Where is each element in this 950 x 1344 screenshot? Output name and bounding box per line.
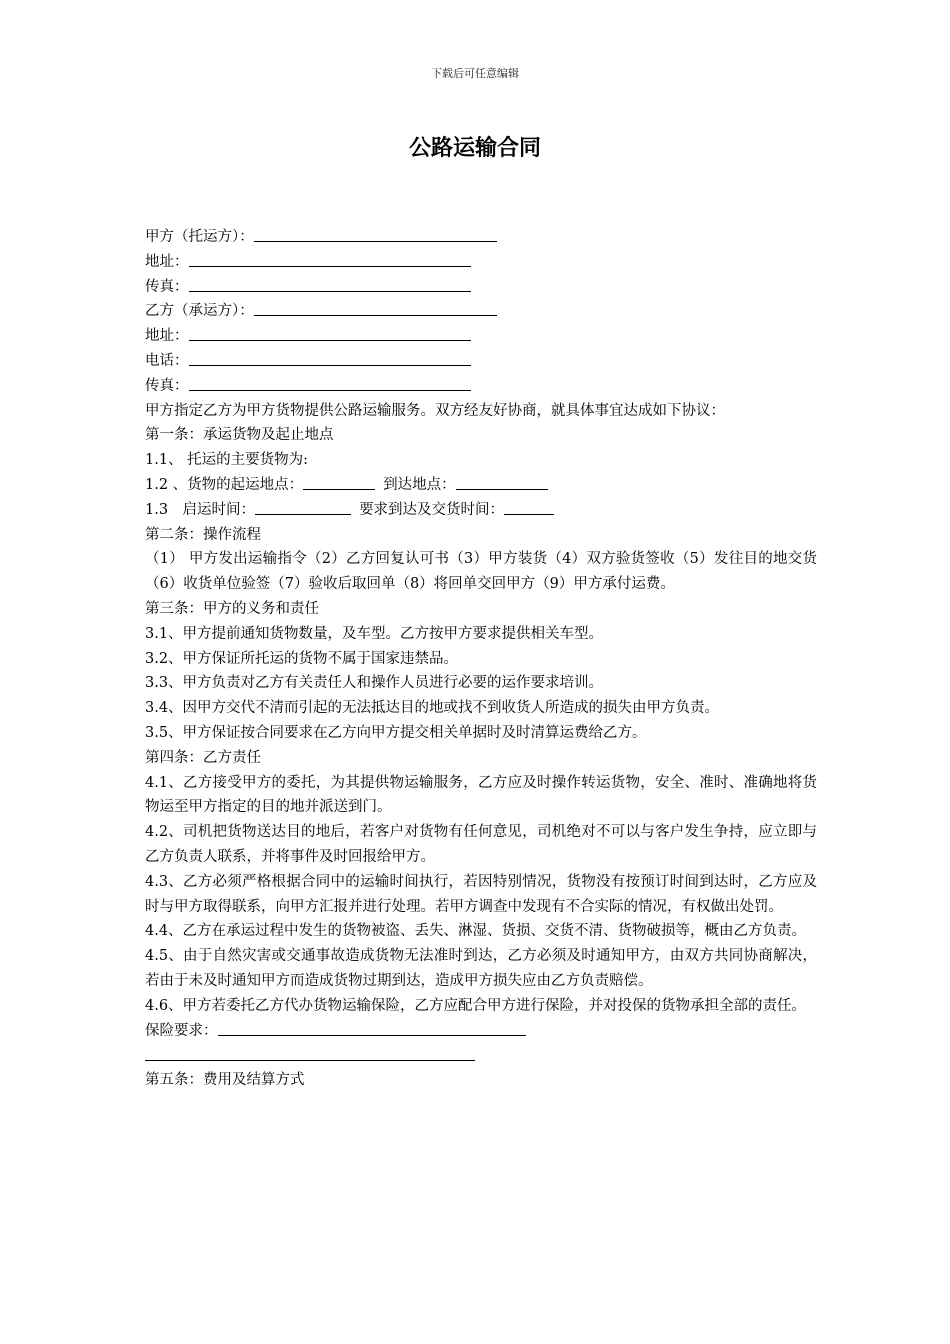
destination-blank[interactable]	[456, 474, 548, 490]
article2-text: （1） 甲方发出运输指令（2）乙方回复认可书（3）甲方装货（4）双方验货签收（5）发往目的地交货（6）收货单位验签（7）验收后取回单（8）将回单交回甲方（9）甲方承付运费。	[145, 551, 817, 593]
party-b-phone-label: 电话：	[145, 352, 189, 369]
party-a-address-label: 地址：	[145, 253, 189, 270]
party-b-fax-label: 传真：	[145, 377, 189, 394]
party-b-address-line	[145, 324, 817, 349]
departure-time-blank[interactable]	[255, 499, 351, 515]
insurance-continuation-blank[interactable]	[145, 1045, 475, 1061]
article1-item3	[145, 498, 817, 523]
article3-heading: 第三条：甲方的义务和责任	[145, 600, 319, 617]
article1-item2	[145, 473, 817, 498]
article2-heading: 第二条：操作流程	[145, 526, 261, 543]
delivery-time-blank[interactable]	[504, 499, 554, 515]
insurance-label: 保险要求：	[145, 1022, 218, 1039]
party-a-address-line	[145, 250, 817, 275]
document-title: 公路运输合同	[408, 136, 541, 161]
origin-label: 1.2 、货物的起运地点：	[145, 476, 304, 493]
party-a-label: 甲方（托运方）：	[145, 229, 254, 245]
article3-item: 3.1、甲方提前通知货物数量，及车型。乙方按甲方要求提供相关车型。	[145, 625, 604, 642]
article5-heading: 第五条：费用及结算方式	[145, 1072, 305, 1089]
delivery-time-label: 要求到达及交货时间：	[359, 501, 505, 518]
article3-item: 3.5、甲方保证按合同要求在乙方向甲方提交相关单据时及时清算运费给乙方。	[145, 724, 647, 741]
destination-label: 到达地点：	[383, 476, 456, 493]
article1-heading: 第一条：承运货物及起止地点	[145, 427, 334, 444]
party-b-blank[interactable]	[254, 300, 497, 316]
departure-time-label: 1.3 启运时间：	[145, 501, 256, 518]
article3-item: 3.2、甲方保证所托运的货物不属于国家违禁品。	[145, 650, 459, 667]
origin-blank[interactable]	[303, 474, 375, 490]
intro-paragraph: 甲方指定乙方为甲方货物提供公路运输服务。双方经友好协商，就具体事宜达成如下协议：	[145, 402, 725, 419]
article4-item: 4.2、司机把货物送达目的地后，若客户对货物有任何意见，司机绝对不可以与客户发生争持，应立即与乙方负责人联系，并将事件及时回报给甲方。	[145, 824, 817, 865]
party-b-fax-blank[interactable]	[189, 375, 471, 391]
party-a-address-blank[interactable]	[189, 251, 471, 267]
party-a-fax-blank[interactable]	[189, 276, 471, 292]
article4-item: 4.3、乙方必须严格根据合同中的运输时间执行，若因特别情况，货物没有按预订时间到达时，乙方应及时与甲方取得联系，向甲方汇报并进行处理。若甲方调查中发现有不合实际的情况，有权做出处罚。	[145, 873, 817, 915]
article4-item: 4.4、乙方在承运过程中发生的货物被盗、丢失、淋湿、货损、交货不清、货物破损等，概由乙方负责。	[145, 923, 807, 940]
article4-item: 4.5、由于自然灾害或交通事故造成货物无法准时到达，乙方必须及时通知甲方，由双方共同协商解决，若由于未及时通知甲方而造成货物过期到达，造成甲方损失应由乙方负责赔偿。	[145, 948, 817, 989]
article4-heading: 第四条：乙方责任	[145, 749, 261, 766]
insurance-blank[interactable]	[218, 1020, 526, 1036]
party-b-address-blank[interactable]	[189, 325, 471, 341]
insurance-continuation-line	[145, 1043, 817, 1068]
party-b-fax-line	[145, 374, 817, 399]
article3-item: 3.3、甲方负责对乙方有关责任人和操作人员进行必要的运作要求培训。	[145, 675, 604, 692]
party-b-phone-blank[interactable]	[189, 350, 471, 366]
insurance-line	[145, 1019, 817, 1044]
party-b-line	[145, 299, 817, 324]
article1-item1: 1.1、 托运的主要货物为:	[145, 452, 309, 469]
party-b-label: 乙方（承运方）：	[145, 303, 254, 320]
party-a-blank[interactable]	[254, 226, 497, 242]
article4-item: 4.6、甲方若委托乙方代办货物运输保险，乙方应配合甲方进行保险，并对投保的货物承担全部的责任。	[145, 997, 807, 1014]
party-a-line	[145, 225, 817, 250]
contract-body	[145, 225, 817, 1093]
header-note: 下载后可任意编辑	[431, 67, 519, 80]
article4-item: 4.1、乙方接受甲方的委托，为其提供物运输服务，乙方应及时操作转运货物，安全、准时、准确地将货物运至甲方指定的目的地并派送到门。	[145, 774, 817, 816]
party-a-fax-line	[145, 275, 817, 300]
party-a-fax-label: 传真：	[145, 278, 189, 295]
party-b-phone-line	[145, 349, 817, 374]
article3-item: 3.4、因甲方交代不清而引起的无法抵达目的地或找不到收货人所造成的损失由甲方负责。	[145, 700, 720, 717]
party-b-address-label: 地址：	[145, 328, 189, 345]
